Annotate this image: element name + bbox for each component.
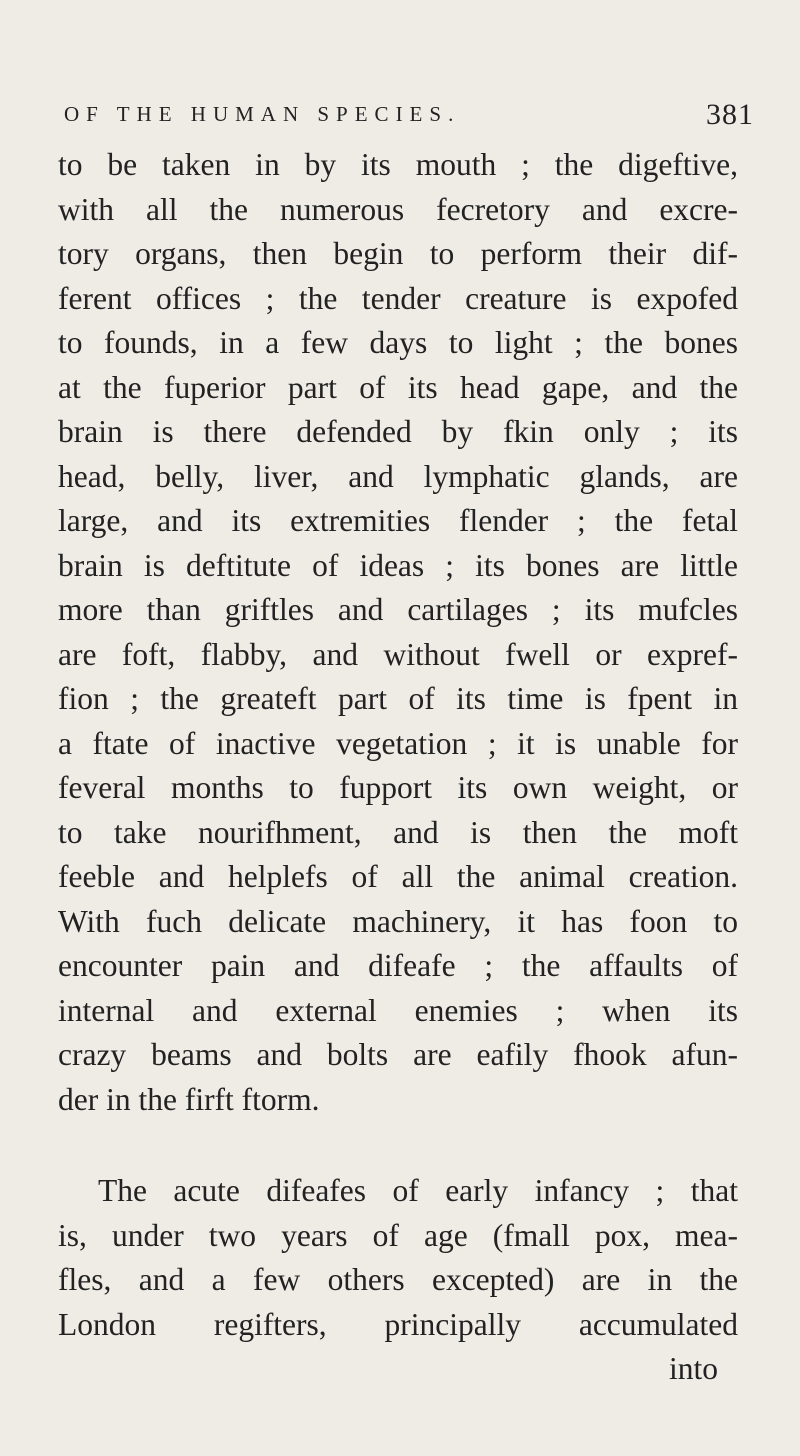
text-line: at the fuperior part of its head gape, and the xyxy=(58,369,738,405)
text-line: encounter pain and difeafe ; the affaults of xyxy=(58,948,738,983)
text-line: internal and external enemies ; when its xyxy=(58,992,738,1028)
text-line: to be taken in by its mouth ; the digeftive, xyxy=(58,147,738,182)
page-number: 381 xyxy=(706,98,754,131)
text-line: ferent offices ; the tender creature is expofed xyxy=(58,280,738,316)
text-line: is, under two years of age (fmall pox, mea- xyxy=(58,1217,738,1253)
text-line: with all the numerous fecretory and excre- xyxy=(58,191,738,227)
text-line: head, belly, liver, and lymphatic glands, are xyxy=(58,458,738,494)
paragraph-gap xyxy=(58,1122,738,1169)
text-line: crazy beams and bolts are eafily fhook afun- xyxy=(58,1037,738,1072)
text-line: With fuch delicate machinery, it has foon to xyxy=(58,903,738,939)
text-line: to take nourifhment, and is then the moft xyxy=(58,814,738,850)
text-line: feeble and helplefs of all the animal creation. xyxy=(58,859,738,894)
text-line: der in the firft ftorm. xyxy=(58,1081,320,1117)
text-line: large, and its extremities flender ; the fetal xyxy=(58,503,738,538)
running-header xyxy=(64,98,754,138)
text-line: fion ; the greateft part of its time is fpent in xyxy=(58,681,738,716)
text-line: are foft, flabby, and without fwell or expref- xyxy=(58,636,738,672)
paragraph-1 xyxy=(58,143,738,1122)
paragraph-2 xyxy=(58,1169,738,1347)
text-line: to founds, in a few days to light ; the bones xyxy=(58,325,738,360)
running-title: OF THE HUMAN SPECIES. xyxy=(64,102,461,126)
text-line: The acute difeafes of early infancy ; that xyxy=(98,1173,738,1208)
text-line: more than griftles and cartilages ; its mufcles xyxy=(58,592,738,627)
body-text xyxy=(58,143,738,1392)
text-line: feveral months to fupport its own weight, or xyxy=(58,770,738,805)
text-line: London regifters, principally accumulated xyxy=(58,1306,738,1342)
text-line: brain is deftitute of ideas ; its bones are little xyxy=(58,547,738,583)
text-line: a ftate of inactive vegetation ; it is unable for xyxy=(58,725,738,761)
catchword: into xyxy=(668,1351,718,1386)
text-line: fles, and a few others excepted) are in the xyxy=(58,1262,738,1297)
text-line: brain is there defended by fkin only ; its xyxy=(58,414,738,449)
text-line: tory organs, then begin to perform their dif- xyxy=(58,236,738,271)
